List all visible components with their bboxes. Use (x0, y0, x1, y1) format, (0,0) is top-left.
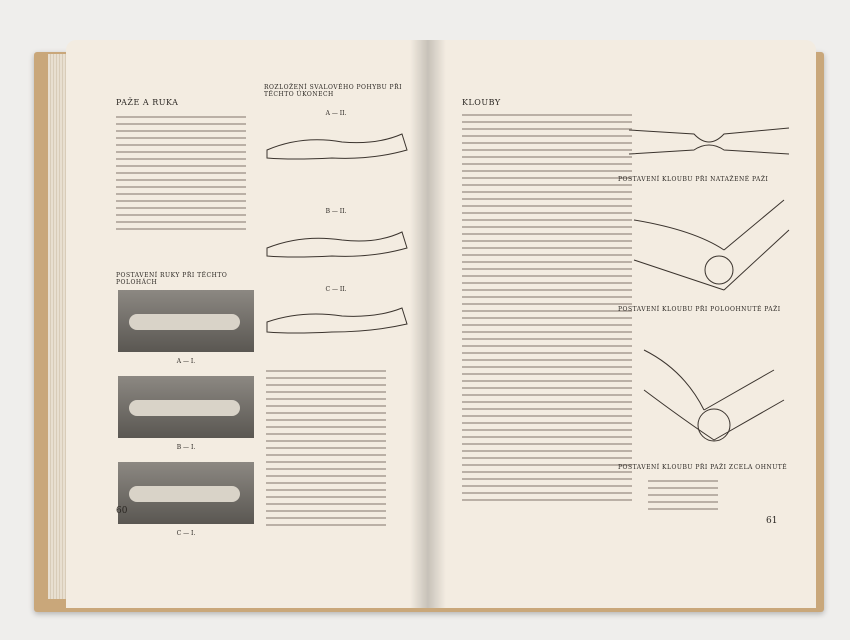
left-page-number: 60 (116, 506, 128, 516)
joint-legend (648, 480, 718, 515)
left-page (66, 40, 432, 608)
right-page-number: 61 (766, 516, 778, 526)
arm-photo-b (118, 376, 254, 438)
right-section-title: KLOUBY (462, 98, 501, 107)
left-section-title: PAŽE A RUKA (116, 98, 179, 107)
muscle-drawing-3 (262, 298, 412, 348)
figure-label-c2: C — II. (325, 286, 347, 293)
right-body-text (462, 114, 632, 506)
diagram-caption-extended: POSTAVENÍ KLOUBU PŘI NATAŽENÉ PAŽI (618, 176, 769, 183)
photo-label-a1: A — I. (176, 358, 196, 365)
page-edges (48, 54, 68, 599)
muscle-drawing-2 (262, 220, 412, 270)
joint-diagram-half-bent (624, 190, 794, 300)
diagram-caption-half-bent: POSTAVENÍ KLOUBU PŘI POLOOHNUTÉ PAŽI (618, 306, 781, 313)
left-body-text (116, 116, 246, 235)
arm-photo-a (118, 290, 254, 352)
photo-label-c1: C — I. (176, 530, 196, 537)
figure-label-b2: B — II. (325, 208, 347, 215)
photo-section-title: POSTAVENÍ RUKY PŘI TĚCHTO POLOHÁCH (116, 272, 228, 286)
joint-diagram-extended (624, 110, 794, 170)
muscle-column-title: ROZLOŽENÍ SVALOVÉHO POHYBU PŘI TĚCHTO ÚKONECH (264, 84, 402, 98)
diagram-caption-fully-bent: POSTAVENÍ KLOUBU PŘI PAŽI ZCELA OHNUTÉ (618, 464, 788, 471)
arm-photo-c (118, 462, 254, 524)
book-gutter (410, 40, 446, 608)
muscle-drawing-1 (262, 120, 412, 170)
muscle-legend (266, 370, 386, 531)
right-page (428, 40, 816, 608)
figure-label-a2: A — II. (325, 110, 347, 117)
joint-diagram-fully-bent (624, 330, 794, 460)
photo-label-b1: B — I. (176, 444, 196, 451)
